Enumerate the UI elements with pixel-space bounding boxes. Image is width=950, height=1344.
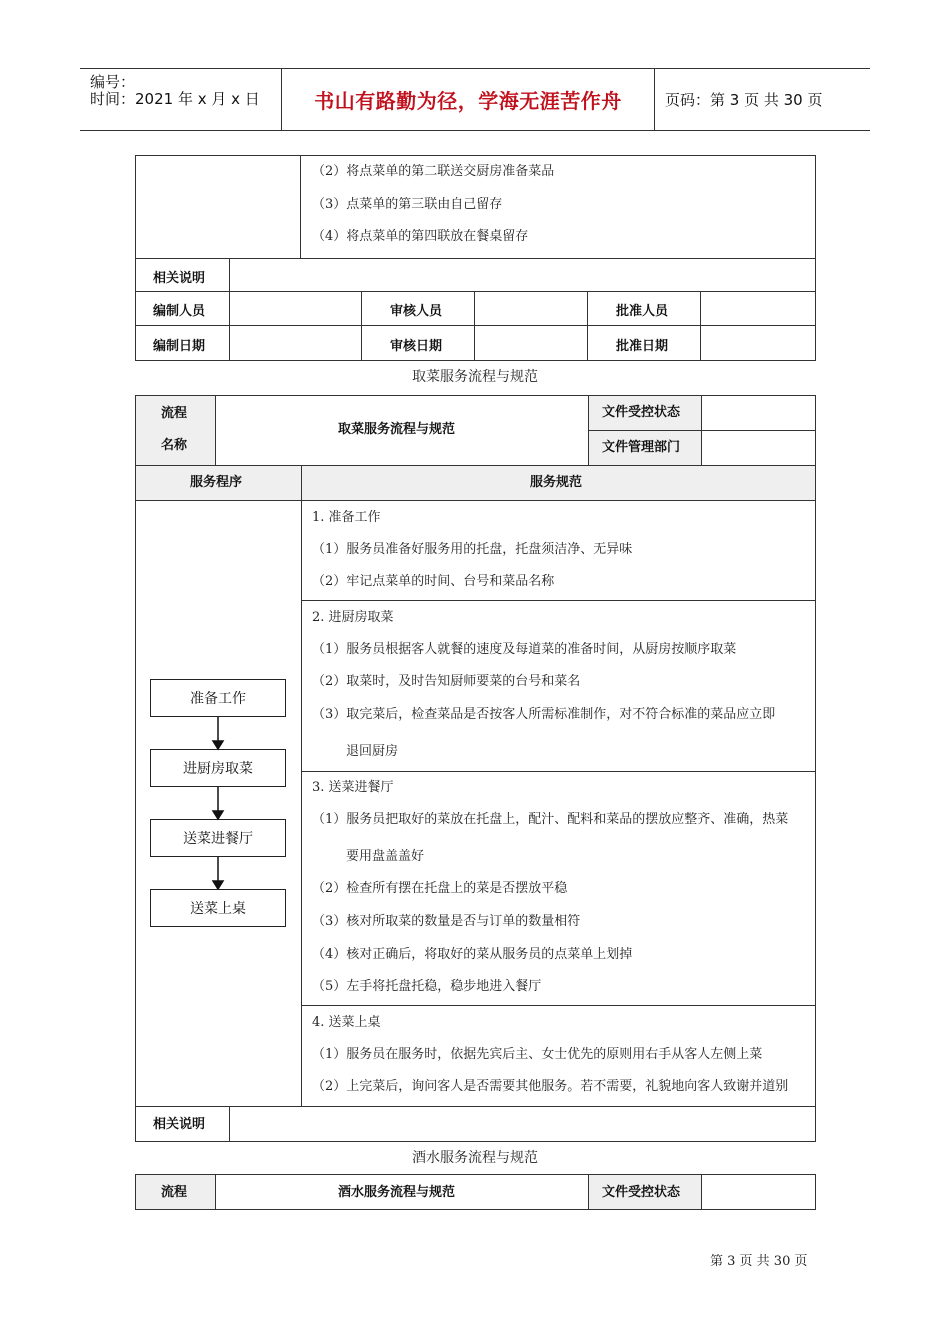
standard-line: （2）检查所有摆在托盘上的菜是否摆放平稳	[312, 881, 568, 896]
col-procedure: 服务程序	[190, 475, 243, 490]
page-header	[80, 68, 870, 131]
divider	[587, 291, 588, 361]
standard-line: （1）服务员把取好的菜放在托盘上，配汁、配料和菜品的摆放应整齐、准确，热菜	[312, 812, 789, 827]
doc-control-label: 文件受控状态	[602, 1185, 681, 1200]
page-footer: 第 3 页 共 30 页	[710, 1254, 808, 1269]
document-time: 时间：2021 年 x 月 x 日	[90, 90, 260, 108]
divider	[301, 1005, 816, 1006]
doc-dept-value-cell	[702, 431, 815, 465]
col-standard: 服务规范	[530, 475, 583, 490]
divider	[301, 465, 302, 501]
standard-line: （2）上完菜后，询问客人是否需要其他服务。若不需要，礼貌地向客人致谢并道别	[312, 1079, 789, 1094]
standard-line: （1）服务员准备好服务用的托盘，托盘须洁净、无异味	[312, 542, 633, 557]
signature-row	[135, 291, 816, 326]
standard-line: （3）取完菜后，检查菜品是否按客人所需标准制作，对不符合标准的菜品应立即	[312, 707, 776, 722]
related-notes-row	[135, 258, 816, 292]
review-date-label: 审核日期	[390, 339, 443, 354]
divider	[301, 600, 816, 601]
divider	[588, 1174, 589, 1210]
standard-line: （4）核对正确后，将取好的菜从服务员的点菜单上划掉	[312, 947, 633, 962]
divider	[474, 291, 475, 361]
process-label: 流程	[161, 1185, 188, 1200]
editor-label: 编制人员	[153, 304, 206, 319]
step-line: （2）将点菜单的第二联送交厨房准备菜品	[312, 164, 555, 179]
step-line: （3）点菜单的第三联由自己留存	[312, 197, 503, 212]
flow-step-prepare: 准备工作	[150, 679, 286, 717]
header-motto: 书山有路勤为径，学海无涯苦作舟	[314, 89, 622, 113]
related-notes-label: 相关说明	[153, 1117, 206, 1132]
standard-line: （1）服务员在服务时，依据先宾后主、女士优先的原则用右手从客人左侧上菜	[312, 1047, 763, 1062]
process-name: 酒水服务流程与规范	[338, 1185, 456, 1200]
related-notes-row	[135, 1106, 816, 1142]
divider	[229, 291, 230, 361]
related-notes-label: 相关说明	[153, 271, 206, 286]
header-motto-cell	[282, 69, 655, 130]
process-label: 流程	[161, 406, 188, 421]
standard-line: 要用盘盖盖好	[346, 849, 425, 864]
approve-date-label: 批准日期	[616, 339, 669, 354]
divider	[300, 155, 301, 259]
document-number: 编号：	[90, 73, 136, 91]
header-page-info: 页码：第 3 页 共 30 页	[665, 91, 823, 109]
divider	[700, 291, 701, 361]
standard-line: 退回厨房	[346, 744, 399, 759]
standard-line: （3）核对所取菜的数量是否与订单的数量相符	[312, 914, 581, 929]
process-label-2: 名称	[161, 438, 188, 453]
header-meta	[80, 69, 282, 130]
standard-line: （1）服务员根据客人就餐的速度及每道菜的准备时间，从厨房按顺序取菜	[312, 642, 737, 657]
edit-date-label: 编制日期	[153, 339, 206, 354]
section-title: 3. 送菜进餐厅	[312, 780, 394, 795]
section-title: 1. 准备工作	[312, 510, 381, 525]
section-title: 2. 进厨房取菜	[312, 610, 394, 625]
date-row	[135, 325, 816, 361]
main-table-body	[135, 500, 816, 1107]
reviewer-label: 审核人员	[390, 304, 443, 319]
section-title: 4. 送菜上桌	[312, 1015, 381, 1030]
standard-line: （2）牢记点菜单的时间、台号和菜品名称	[312, 574, 555, 589]
divider	[229, 258, 230, 292]
divider	[301, 500, 302, 1107]
flow-step-fetch: 进厨房取菜	[150, 749, 286, 787]
step-line: （4）将点菜单的第四联放在餐桌留存	[312, 229, 529, 244]
header-page-cell	[655, 69, 870, 130]
section-caption: 酒水服务流程与规范	[412, 1150, 538, 1166]
flow-step-serve-table: 送菜上桌	[150, 889, 286, 927]
process-name: 取菜服务流程与规范	[338, 422, 456, 437]
section-caption: 取菜服务流程与规范	[412, 369, 538, 385]
approver-label: 批准人员	[616, 304, 669, 319]
divider	[361, 291, 362, 361]
divider	[301, 771, 816, 772]
doc-control-label: 文件受控状态	[602, 405, 681, 420]
divider	[229, 1106, 230, 1142]
doc-control-value-cell	[702, 1175, 815, 1209]
doc-dept-label: 文件管理部门	[602, 440, 681, 455]
standard-line: （5）左手将托盘托稳，稳步地进入餐厅	[312, 979, 542, 994]
flow-step-deliver-hall: 送菜进餐厅	[150, 819, 286, 857]
flow-arrows	[208, 717, 228, 889]
standard-line: （2）取菜时，及时告知厨师要菜的台号和菜名	[312, 674, 581, 689]
doc-control-value-cell	[702, 396, 815, 430]
